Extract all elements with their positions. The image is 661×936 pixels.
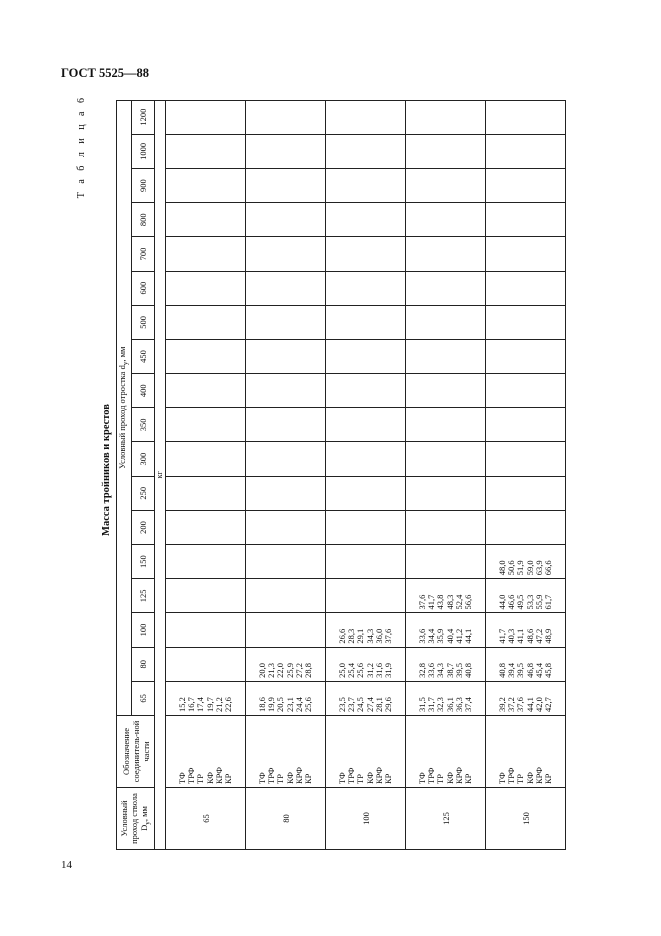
branch-size-header: 400 <box>132 374 155 408</box>
empty-cell <box>486 100 566 134</box>
empty-cell <box>166 134 246 168</box>
table-label: Т а б л и ц а 6 <box>76 95 87 199</box>
empty-cell <box>406 339 486 373</box>
mass-value-cell: 40,8 39,4 39,5 46,8 45,4 45,8 <box>486 647 566 681</box>
table-row <box>326 100 406 849</box>
table-body <box>166 100 566 849</box>
empty-cell <box>326 271 406 305</box>
empty-cell <box>166 237 246 271</box>
branch-size-header: 200 <box>132 510 155 544</box>
mass-value-cell: 39,2 37,2 37,6 44,1 42,0 42,7 <box>486 681 566 715</box>
branch-size-header: 300 <box>132 442 155 476</box>
empty-cell <box>326 442 406 476</box>
empty-cell <box>486 510 566 544</box>
empty-cell <box>406 408 486 442</box>
empty-cell <box>486 476 566 510</box>
mass-value-cell: 32,8 33,6 34,3 38,7 39,5 40,8 <box>406 647 486 681</box>
empty-cell <box>486 408 566 442</box>
empty-cell <box>246 374 326 408</box>
empty-cell <box>166 408 246 442</box>
mass-value-cell: 23,5 23,7 24,5 27,4 28,1 29,6 <box>326 681 406 715</box>
empty-cell <box>406 305 486 339</box>
branch-size-header: 500 <box>132 305 155 339</box>
empty-cell <box>246 134 326 168</box>
type-cell: ТФ ТРФ ТР КФ КРФ КР <box>406 716 486 788</box>
empty-cell <box>246 271 326 305</box>
empty-cell <box>406 203 486 237</box>
empty-cell <box>406 476 486 510</box>
branch-size-header: 1000 <box>132 134 155 168</box>
empty-cell <box>246 203 326 237</box>
mass-value-cell: 48,0 50,6 51,9 59,0 63,9 66,6 <box>486 545 566 579</box>
empty-cell <box>406 134 486 168</box>
empty-cell <box>166 510 246 544</box>
empty-cell <box>326 100 406 134</box>
empty-cell <box>246 100 326 134</box>
empty-cell <box>166 442 246 476</box>
empty-cell <box>486 237 566 271</box>
branch-size-header: 800 <box>132 203 155 237</box>
table-row <box>166 100 246 849</box>
table-row <box>406 100 486 849</box>
empty-cell <box>406 510 486 544</box>
empty-cell <box>246 510 326 544</box>
empty-cell <box>166 647 246 681</box>
unit-kg: кг <box>155 100 166 849</box>
mass-value-cell: 31,5 31,7 32,3 36,1 36,3 37,4 <box>406 681 486 715</box>
branch-size-header: 450 <box>132 339 155 373</box>
dn-cell: 100 <box>326 788 406 850</box>
page-number: 14 <box>61 859 72 871</box>
branch-size-header: 65 <box>132 681 155 715</box>
branch-size-header: 900 <box>132 169 155 203</box>
empty-cell <box>326 305 406 339</box>
mass-value-cell: 44,0 46,6 49,5 53,3 55,9 61,7 <box>486 579 566 613</box>
empty-cell <box>326 545 406 579</box>
empty-cell <box>326 237 406 271</box>
empty-cell <box>166 579 246 613</box>
empty-cell <box>326 203 406 237</box>
empty-cell <box>486 169 566 203</box>
branch-size-header: 1200 <box>132 100 155 134</box>
empty-cell <box>246 613 326 647</box>
empty-cell <box>326 169 406 203</box>
branch-size-header: 250 <box>132 476 155 510</box>
table-title: Масса тройников и крестов <box>101 404 112 536</box>
empty-cell <box>406 100 486 134</box>
header-type: Обозначение соединитель-ной части <box>117 716 155 788</box>
branch-size-header: 700 <box>132 237 155 271</box>
empty-cell <box>406 442 486 476</box>
type-cell: ТФ ТРФ ТР КФ КРФ КР <box>166 716 246 788</box>
document-header: ГОСТ 5525—88 <box>61 66 150 80</box>
mass-value-cell: 41,7 40,3 41,1 48,6 47,2 48,9 <box>486 613 566 647</box>
empty-cell <box>246 339 326 373</box>
header-branch-group: Условный проход отростка $d_у$, мм <box>117 100 132 715</box>
mass-value-cell: 26,6 28,3 29,1 34,3 36,0 37,6 <box>326 613 406 647</box>
mass-value-cell: 37,6 41,7 43,8 48,3 52,4 56,6 <box>406 579 486 613</box>
empty-cell <box>406 374 486 408</box>
empty-cell <box>246 169 326 203</box>
empty-cell <box>486 305 566 339</box>
empty-cell <box>166 339 246 373</box>
mass-value-cell: 33,6 34,4 35,9 40,4 41,2 44,1 <box>406 613 486 647</box>
empty-cell <box>246 442 326 476</box>
dn-cell: 150 <box>486 788 566 850</box>
empty-cell <box>326 579 406 613</box>
type-cell: ТФ ТРФ ТР КФ КРФ КР <box>246 716 326 788</box>
empty-cell <box>406 545 486 579</box>
empty-cell <box>326 408 406 442</box>
branch-size-header: 350 <box>132 408 155 442</box>
branch-size-header: 100 <box>132 613 155 647</box>
empty-cell <box>486 442 566 476</box>
empty-cell <box>406 237 486 271</box>
empty-cell <box>246 305 326 339</box>
empty-cell <box>166 613 246 647</box>
header-dn: Условный проход ствола $D_у$, мм <box>117 788 155 850</box>
empty-cell <box>486 134 566 168</box>
dn-cell: 125 <box>406 788 486 850</box>
empty-cell <box>326 134 406 168</box>
empty-cell <box>486 203 566 237</box>
type-cell: ТФ ТРФ ТР КФ КРФ КР <box>486 716 566 788</box>
dn-cell: 65 <box>166 788 246 850</box>
empty-cell <box>246 545 326 579</box>
table-row <box>486 100 566 849</box>
empty-cell <box>486 374 566 408</box>
branch-size-header: 600 <box>132 271 155 305</box>
empty-cell <box>166 203 246 237</box>
empty-cell <box>486 271 566 305</box>
mass-value-cell: 18,6 19,9 20,5 23,1 24,4 25,6 <box>246 681 326 715</box>
table-row <box>246 100 326 849</box>
empty-cell <box>326 476 406 510</box>
empty-cell <box>166 169 246 203</box>
empty-cell <box>246 408 326 442</box>
empty-cell <box>166 374 246 408</box>
empty-cell <box>166 545 246 579</box>
empty-cell <box>246 476 326 510</box>
empty-cell <box>326 374 406 408</box>
empty-cell <box>166 100 246 134</box>
empty-cell <box>406 271 486 305</box>
empty-cell <box>166 271 246 305</box>
branch-size-header: 80 <box>132 647 155 681</box>
empty-cell <box>166 476 246 510</box>
empty-cell <box>246 579 326 613</box>
dn-cell: 80 <box>246 788 326 850</box>
rotated-table-block <box>76 90 600 850</box>
mass-value-cell: 15,2 16,7 17,4 19,7 21,2 22,6 <box>166 681 246 715</box>
mass-value-cell: 20,0 21,3 22,0 25,9 27,2 28,8 <box>246 647 326 681</box>
empty-cell <box>326 339 406 373</box>
empty-cell <box>486 339 566 373</box>
branch-size-header: 125 <box>132 579 155 613</box>
type-cell: ТФ ТРФ ТР КФ КРФ КР <box>326 716 406 788</box>
mass-table <box>116 100 566 850</box>
empty-cell <box>166 305 246 339</box>
mass-value-cell: 25,0 25,4 25,6 31,2 31,6 31,9 <box>326 647 406 681</box>
empty-cell <box>326 510 406 544</box>
empty-cell <box>246 237 326 271</box>
branch-size-header: 150 <box>132 545 155 579</box>
empty-cell <box>406 169 486 203</box>
